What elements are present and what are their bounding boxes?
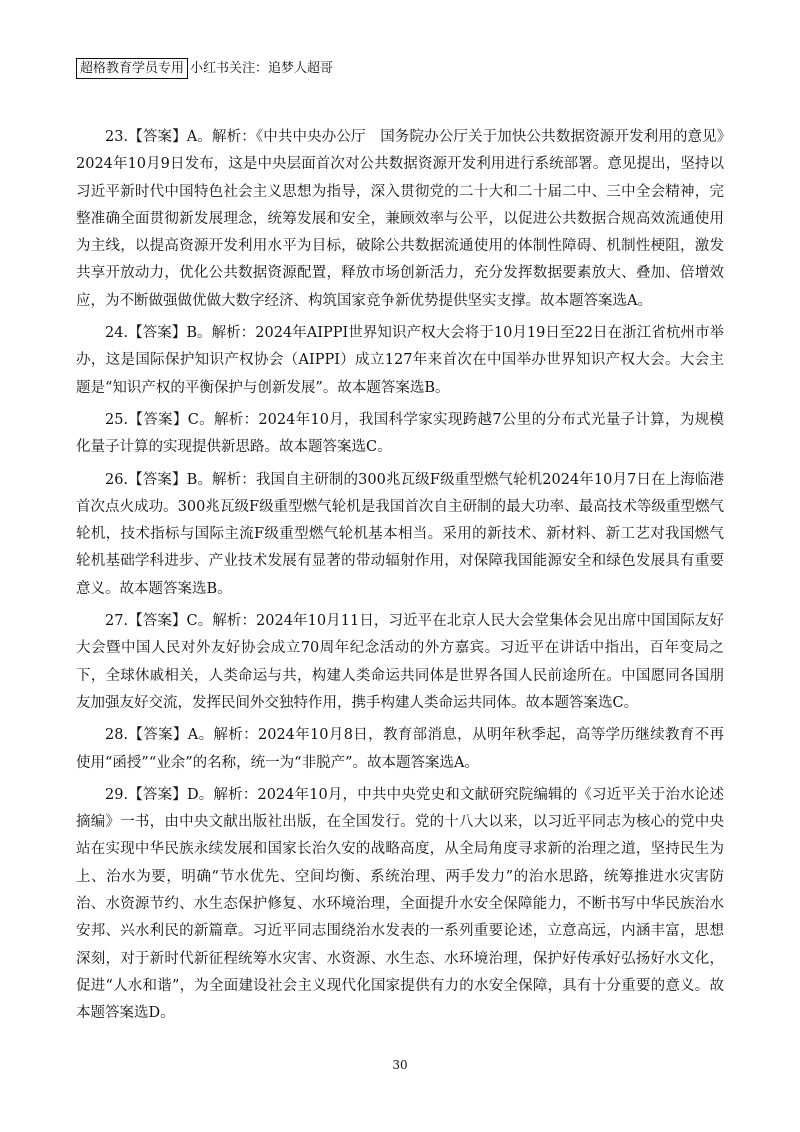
answer-paragraph-29: 29.【答案】D。解析：2024年10月，中共中央党史和文献研究院编辑的《习近平关于治水论述摘编》一书，由中央文献出版社出版，在全国发行。党的十八大以来，以习近平同志为核心的党中央站在实现中华民族永续发展和国家长治久安的战略高度，从全局角度寻求新的治理之道，坚持民生为上、治水为要，明确“节水优先、空间均衡、系统治理、两手发力”的治水思路，统筹推进水灾害防治、水资源节约、水生态保护修复、水环境治理，全面提升水安全保障能力，不断书写中华民族治水安邦、兴水利民的新篇章。习近平同志围绕治水发表的一系列重要论述，立意高远，内涵丰富，思想深刻，对于新时代新征程统筹水灾害、水资源、水生态、水环境治理，保护好传承好弘扬好水文化，促进“人水和谐”，为全面建设社会主义现代化国家提供有力的水安全保障，具有十分重要的意义。故本题答案选D。: [76, 786, 724, 1022]
answer-paragraph-26: 26.【答案】B。解析：我国自主研制的300兆瓦级F级重型燃气轮机2024年10月7日在上海临港首次点火成功。300兆瓦级F级重型燃气轮机是我国首次自主研制的最大功率、最高技术等级重型燃气轮机，技术指标与国际主流F级重型燃气轮机基本相当。采用的新技术、新材料、新工艺对我国燃气轮机基础学科进步、产业技术发展有显著的带动辐射作用，对保障我国能源安全和绿色发展具有重要意义。故本题答案选B。: [76, 471, 724, 597]
page-header: [76, 58, 333, 79]
answer-paragraph-24: 24.【答案】B。解析：2024年AIPPI世界知识产权大会将于10月19日至22日在浙江省杭州市举办，这是国际保护知识产权协会（AIPPI）成立127年来首次在中国举办世界知识产权大会。大会主题是“知识产权的平衡保护与创新发展”。故本题答案选B。: [76, 325, 724, 396]
answer-paragraph-28: 28.【答案】A。解析：2024年10月8日，教育部消息，从明年秋季起，高等学历继续教育不再使用“函授”“业余”的名称，统一为“非脱产”。故本题答案选A。: [76, 727, 724, 771]
page-number: 30: [392, 1058, 408, 1072]
answer-paragraph-23: 23.【答案】A。解析：《中共中央办公厅 国务院办公厅关于加快公共数据资源开发利用的意见》2024年10月9日发布，这是中央层面首次对公共数据资源开发利用进行系统部署。意见提出，坚持以习近平新时代中国特色社会主义思想为指导，深入贯彻党的二十大和二十届二中、三中全会精神，完整准确全面贯彻新发展理念，统筹发展和安全，兼顾效率与公平，以促进公共数据合规高效流通使用为主线，以提高资源开发利用水平为目标，破除公共数据流通使用的体制性障碍、机制性梗阻，激发共享开放动力，优化公共数据资源配置，释放市场创新活力，充分发挥数据要素放大、叠加、倍增效应，为不断做强做优做大数字经济、构筑国家竞争新优势提供坚实支撑。故本题答案选A。: [76, 129, 724, 309]
answer-paragraph-27: 27.【答案】C。解析：2024年10月11日，习近平在北京人民大会堂集体会见出席中国国际友好大会暨中国人民对外友好协会成立70周年纪念活动的外方嘉宾。习近平在讲话中指出，百年变局之下，全球休戚相关，人类命运与共，构建人类命运共同体是世界各国人民前途所在。中国愿同各国朋友加强友好交流，发挥民间外交独特作用，携手构建人类命运共同体。故本题答案选C。: [76, 613, 724, 711]
answer-explanations: [76, 124, 724, 1033]
answer-paragraph-25: 25.【答案】C。解析：2024年10月，我国科学家实现跨越7公里的分布式光量子计算，为规模化量子计算的实现提供新思路。故本题答案选C。: [76, 411, 724, 456]
header-note: 小红书关注：追梦人超哥: [190, 60, 334, 76]
header-label-box: 超格教育学员专用: [76, 58, 188, 79]
